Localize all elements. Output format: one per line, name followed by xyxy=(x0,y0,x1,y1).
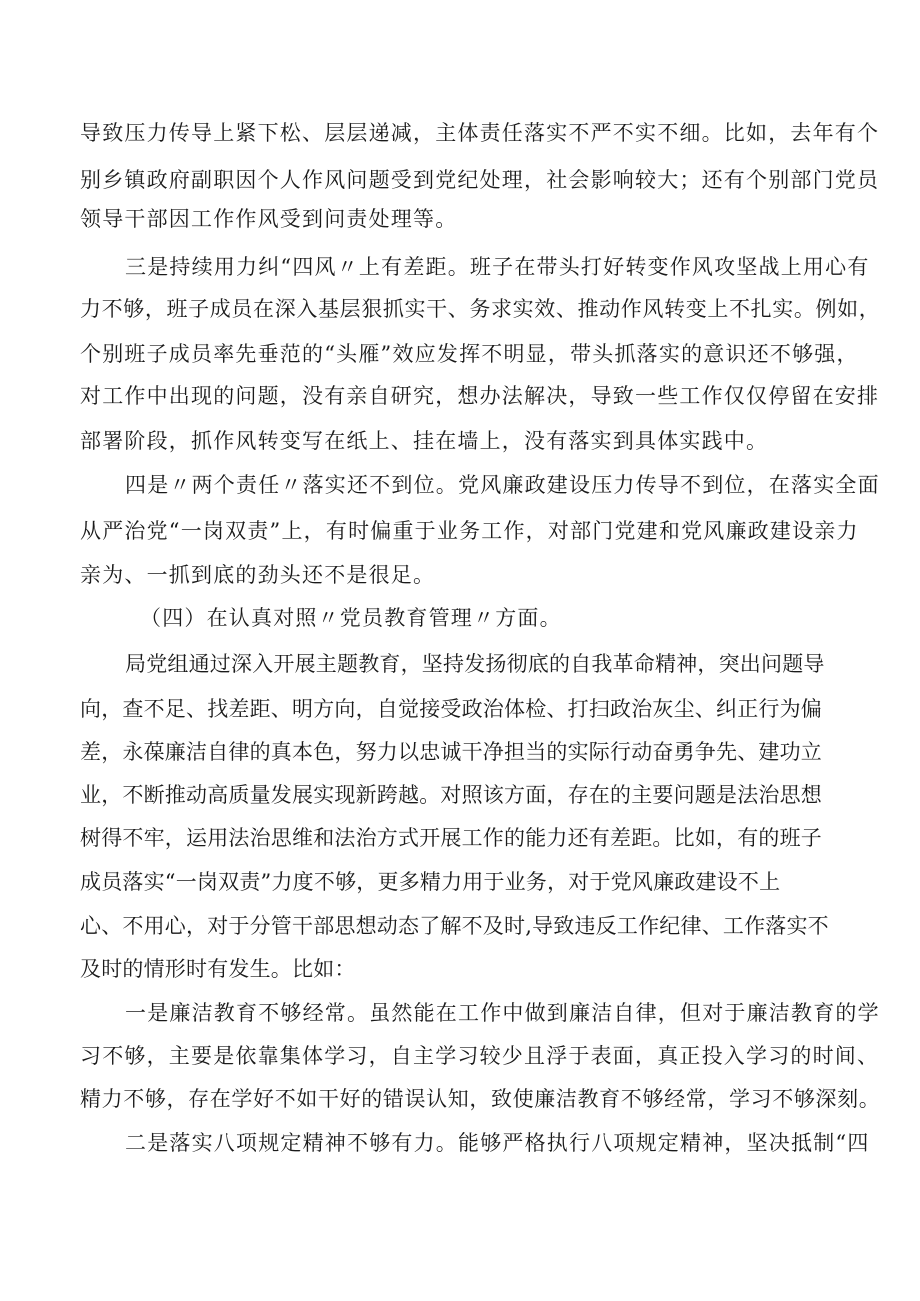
paragraph-start-line: 三是持续用力纠“四风〃上有差距。班子在带头打好转变作风攻坚战上用心有 xyxy=(125,255,870,279)
text-line: 对工作中出现的问题，没有亲自研究，想办法解决，导致一些工作仅仅停留在安排 xyxy=(80,384,880,408)
text-line: 心、不用心，对于分管干部思想动态了解不及时,导致违反工作纪律、工作落实不 xyxy=(80,914,829,938)
text-line: 向，查不足、找差距、明方向，自觉接受政治体检、打扫政治灰尘、纠正行为偏 xyxy=(80,697,822,721)
paragraph-start-line: 二是落实八项规定精神不够有力。能够严格执行八项规定精神，坚决抵制“四 xyxy=(125,1131,870,1155)
text-line: 业，不断推动高质量发展实现新跨越。对照该方面，存在的主要问题是法治思想 xyxy=(80,783,822,807)
paragraph-start-line: 局党组通过深入开展主题教育，坚持发扬彻底的自我革命精神，突出问题导 xyxy=(125,652,825,676)
text-line: 差，永葆廉洁自律的真本色，努力以忠诚干净担当的实际行动奋勇争先、建功立 xyxy=(80,740,822,764)
text-line: 领导干部因工作作风受到问责处理等。 xyxy=(80,207,458,231)
text-line: 导致压力传导上紧下松、层层递减，主体责任落实不严不实不细。比如，去年有个 xyxy=(80,121,880,145)
text-line: 个别班子成员率先垂范的“头雁”效应发挥不明显，带头抓落实的意识还不够强， xyxy=(80,342,859,366)
text-line: 部署阶段，抓作风转变写在纸上、挂在墙上，没有落实到具体实践中。 xyxy=(80,429,769,453)
section-heading: （四）在认真对照〃党员教育管理〃方面。 xyxy=(140,606,562,630)
text-line: 习不够，主要是依靠集体学习，自主学习较少且浮于表面，真正投入学习的时间、 xyxy=(80,1044,880,1068)
paragraph-start-line: 四是〃两个责任〃落实还不到位。党风廉政建设压力传导不到位，在落实全面 xyxy=(125,473,880,497)
text-line: 别乡镇政府副职因个人作风问题受到党纪处理，社会影响较大；还有个别部门党员 xyxy=(80,168,880,192)
text-line: 树得不牢，运用法治思维和法治方式开展工作的能力还有差距。比如，有的班子 xyxy=(80,826,822,850)
text-line: 亲为、一抓到底的劲头还不是很足。 xyxy=(80,563,436,587)
text-line: 及时的情形时有发生。比如： xyxy=(80,957,356,981)
text-line: 成员落实“一岗双责”力度不够，更多精力用于业务，对于党风廉政建设不上 xyxy=(80,870,781,894)
text-line: 从严治党“一岗双责”上，有时偏重于业务工作，对部门党建和党风廉政建设亲力 xyxy=(80,519,859,543)
paragraph-start-line: 一是廉洁教育不够经常。虽然能在工作中做到廉洁自律，但对于廉洁教育的学 xyxy=(125,1001,880,1025)
text-line: 力不够，班子成员在深入基层狠抓实干、务求实效、推动作风转变上不扎实。例如， xyxy=(80,297,881,321)
text-line: 精力不够，存在学好不如干好的错误认知，致使廉洁教育不够经常，学习不够深刻。 xyxy=(80,1087,881,1111)
